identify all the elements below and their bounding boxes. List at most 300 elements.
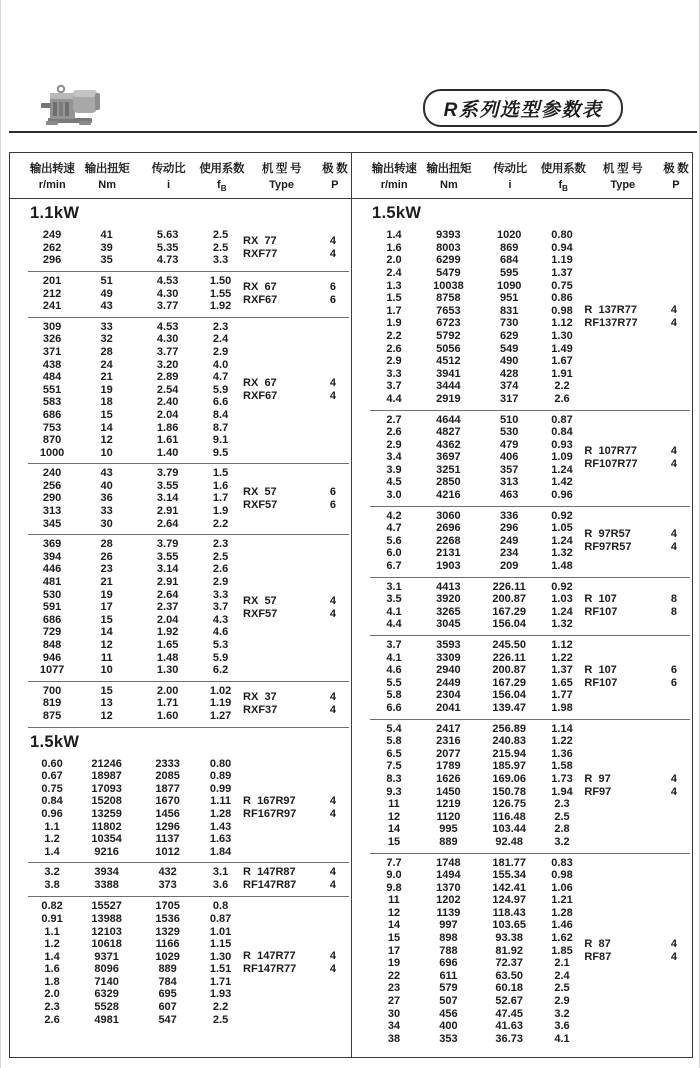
value-cell: 4216 (436, 489, 461, 502)
type-label: RX 67 (243, 280, 277, 293)
value-cell: 6299 (436, 254, 461, 267)
value-cell: 28 (100, 345, 113, 358)
value-cell: 2333 (155, 757, 180, 770)
type-label: RXF77 (243, 248, 278, 261)
value-cell: 1.28 (551, 906, 573, 919)
value-cell: 2131 (436, 547, 461, 560)
value-cell: 9216 (94, 845, 119, 858)
poles-cell (317, 486, 349, 512)
value-cell: 5.6 (386, 534, 402, 547)
parameter-block (28, 226, 349, 271)
value-cell: 10618 (91, 938, 122, 951)
value-cell: 2696 (436, 522, 461, 535)
value-cell: 2.00 (156, 684, 179, 697)
value-cell: 2.4 (554, 969, 570, 982)
value-cell: 24 (100, 358, 113, 371)
value-cell: 1.21 (551, 894, 573, 907)
parameter-block (370, 719, 690, 853)
value-cell: 579 (439, 982, 458, 995)
type-cell (584, 528, 658, 554)
value-cell: 2919 (436, 392, 461, 405)
value-cell: 583 (42, 396, 62, 409)
value-cell: 2.04 (156, 408, 179, 421)
value-cell: 1.9 (386, 317, 402, 330)
col-poles-label: 极 数 (663, 163, 689, 175)
value-cell: 357 (500, 463, 519, 476)
value-cell: 40 (100, 479, 113, 492)
value-cell: 1.1 (44, 820, 60, 833)
value-cell: 1.94 (551, 785, 573, 798)
value-cell: 479 (500, 438, 519, 451)
value-cell: 1.92 (209, 300, 232, 313)
col-factor-label: 使用系数 (199, 163, 245, 175)
value-cell: 1.85 (551, 944, 573, 957)
value-cell: 4.3 (212, 613, 229, 626)
value-cell: 1.58 (551, 760, 573, 773)
value-cell: 686 (42, 408, 62, 421)
type-cell (584, 664, 658, 690)
value-cell: 4644 (436, 413, 461, 426)
value-cell: 4.1 (554, 1032, 570, 1045)
value-cell: 611 (439, 969, 458, 982)
value-cell: 17 (100, 601, 113, 614)
type-label: R 87 (584, 937, 611, 950)
value-cell: 9393 (436, 229, 461, 242)
value-cell: 1.42 (551, 476, 573, 489)
type-label: R 147R87 (243, 866, 296, 879)
page-title-badge (423, 89, 623, 127)
value-cell: 700 (42, 684, 62, 697)
value-cell: 185.97 (492, 760, 527, 773)
value-cell: 869 (500, 241, 519, 254)
poles-value: 4 (329, 879, 336, 892)
value-cell: 3934 (94, 866, 119, 879)
col-factor-unit: $f_B$ (558, 179, 568, 194)
value-cell: 0.60 (41, 757, 63, 770)
value-cell: 10354 (91, 833, 122, 846)
value-cell: 156.04 (492, 618, 527, 631)
value-cell: 51 (100, 274, 113, 287)
value-cell: 1.32 (551, 618, 573, 631)
value-cell: 3309 (436, 651, 461, 664)
col-ratio-label: 传动比 (151, 163, 186, 175)
col-torque-label: 输出扭矩 (84, 163, 130, 175)
value-cell: 1029 (155, 950, 180, 963)
value-cell: 5.8 (386, 689, 402, 702)
value-cell: 3.2 (554, 835, 570, 848)
value-cell: 103.65 (492, 919, 527, 932)
value-cell: 93.38 (495, 932, 523, 945)
value-cell: 1.46 (551, 919, 573, 932)
value-cell: 12 (100, 639, 113, 651)
value-cell: 1.12 (551, 317, 573, 330)
type-cell (584, 938, 658, 964)
value-cell: 870 (42, 434, 62, 447)
value-cell: 1.2 (44, 938, 60, 951)
value-cell: 951 (500, 292, 519, 305)
value-cell: 11802 (91, 820, 122, 833)
value-cell: 2.8 (554, 823, 570, 836)
value-cell: 6.6 (386, 701, 402, 714)
value-cell: 326 (42, 333, 62, 346)
value-cell: 9371 (94, 950, 119, 963)
poles-value: 4 (329, 807, 336, 820)
value-cell: 116.48 (492, 810, 526, 823)
poles-value: 4 (670, 772, 678, 785)
value-cell: 995 (439, 823, 458, 836)
parameter-block (28, 862, 349, 896)
value-cell: 530 (42, 588, 62, 601)
value-cell: 2.3 (212, 538, 229, 551)
value-cell: 374 (500, 380, 519, 393)
value-cell: 8096 (94, 963, 119, 976)
value-cell: 1.43 (209, 820, 232, 833)
poles-value: 4 (329, 963, 336, 976)
gearmotor-photo (39, 80, 107, 128)
value-cell: 1.19 (209, 697, 232, 710)
value-cell: 1.77 (551, 689, 573, 702)
poles-value: 6 (329, 485, 336, 498)
value-cell: 2.6 (386, 342, 402, 355)
power-section-label: 1.5kW (28, 727, 349, 755)
value-cell: 1.09 (551, 451, 573, 464)
value-cell: 9.1 (212, 434, 229, 447)
value-cell: 3.7 (386, 380, 402, 393)
poles-value: 6 (670, 663, 678, 676)
value-cell: 3265 (436, 605, 461, 618)
value-cell: 241 (42, 300, 62, 313)
parameter-block (28, 896, 349, 1030)
value-cell: 3941 (436, 367, 461, 380)
value-cell: 373 (158, 879, 177, 892)
value-cell: 2.9 (386, 438, 402, 451)
value-cell: 3444 (436, 380, 461, 393)
value-cell: 19 (387, 957, 401, 970)
type-cell (243, 595, 317, 621)
poles-cell (317, 866, 349, 892)
value-cell: 1.6 (386, 241, 402, 254)
value-cell: 1.7 (386, 304, 402, 317)
value-cell: 1.22 (551, 735, 573, 748)
value-cell: 0.67 (41, 770, 63, 783)
type-label: R 97 (584, 772, 611, 785)
value-cell: 2.0 (386, 254, 402, 267)
value-cell: 5.63 (156, 229, 179, 242)
selection-table (9, 152, 693, 1058)
value-cell: 13988 (91, 912, 122, 925)
value-cell: 1.5 (386, 292, 402, 305)
poles-value: 4 (670, 950, 678, 963)
value-cell: 10 (100, 664, 113, 677)
value-cell: 10 (100, 446, 113, 459)
value-cell: 27 (387, 995, 401, 1008)
value-cell: 4.4 (386, 618, 402, 631)
value-cell: 2.89 (156, 371, 179, 384)
value-cell: 38 (387, 1032, 401, 1045)
col-poles-unit: P (672, 179, 680, 191)
value-cell: 23 (100, 563, 113, 576)
value-cell: 1.2 (44, 833, 60, 846)
value-cell: 1626 (436, 772, 461, 785)
value-cell: 1296 (155, 820, 180, 833)
value-cell: 15 (100, 684, 113, 697)
value-cell: 21246 (91, 757, 122, 770)
type-cell (243, 691, 317, 717)
value-cell: 3.14 (156, 563, 179, 576)
value-cell: 15 (387, 835, 401, 848)
value-cell: 2077 (436, 747, 461, 760)
value-cell: 3.6 (554, 1020, 570, 1033)
value-cell: 481 (42, 576, 62, 589)
value-cell: 1.98 (551, 701, 573, 714)
value-cell: 1456 (155, 807, 180, 820)
type-label: RX 37 (243, 690, 277, 703)
value-cell: 819 (42, 697, 62, 710)
value-cell: 2.91 (156, 505, 179, 518)
table-body-right (352, 199, 692, 1057)
value-cell: 4.2 (386, 509, 402, 522)
value-cell: 2.2 (554, 380, 570, 393)
value-cell: 4.6 (386, 664, 402, 677)
value-cell: 22 (387, 969, 401, 982)
value-cell: 18 (100, 396, 113, 409)
col-type-label: 机 型 号 (261, 163, 302, 175)
type-label: R 97R57 (584, 528, 631, 541)
value-cell: 1.27 (209, 709, 232, 722)
poles-value: 4 (670, 444, 678, 457)
value-cell: 0.93 (551, 438, 573, 451)
value-cell: 889 (158, 963, 177, 976)
value-cell: 33 (100, 320, 113, 333)
type-cell (243, 235, 317, 261)
value-cell: 256.89 (492, 722, 527, 735)
value-cell: 6.6 (212, 396, 229, 409)
value-cell: 1.71 (156, 697, 179, 710)
value-cell: 3.2 (44, 866, 60, 879)
type-label: RF147R77 (243, 963, 297, 976)
value-cell: 2.2 (212, 517, 229, 530)
poles-value: 4 (329, 390, 336, 403)
value-cell: 41.63 (495, 1020, 523, 1033)
value-cell: 8.3 (386, 772, 402, 785)
value-cell: 9.3 (386, 785, 402, 798)
value-cell: 695 (158, 988, 177, 1001)
value-cell: 34 (387, 1020, 401, 1033)
value-cell: 1120 (436, 810, 461, 823)
value-cell: 1329 (155, 925, 180, 938)
col-poles-unit: P (331, 179, 339, 191)
value-cell: 1.92 (156, 626, 179, 639)
type-label: RXF67 (243, 293, 278, 306)
poles-cell (317, 235, 349, 261)
value-cell: 4.53 (156, 320, 179, 333)
type-label: RF107R77 (584, 457, 638, 470)
value-cell: 3388 (94, 879, 119, 892)
value-cell: 92.48 (495, 835, 523, 848)
value-cell: 3.5 (386, 593, 402, 606)
poles-value: 4 (329, 377, 336, 390)
value-cell: 103.44 (492, 823, 527, 836)
type-label: RXF57 (243, 607, 278, 620)
value-cell: 1077 (39, 664, 65, 677)
value-cell: 3.4 (386, 451, 402, 464)
parameter-block (370, 226, 690, 409)
type-label: RX 57 (243, 485, 277, 498)
value-cell: 345 (42, 517, 62, 530)
type-label: R 147R77 (243, 950, 296, 963)
value-cell: 1.11 (210, 795, 231, 808)
value-cell: 629 (500, 329, 519, 342)
parameter-block (370, 506, 690, 577)
value-cell: 1.5 (212, 467, 229, 480)
value-cell: 5.9 (212, 651, 229, 664)
value-cell: 169.06 (492, 772, 527, 785)
value-cell: 11 (100, 651, 113, 664)
parameter-block (28, 317, 349, 464)
value-cell: 15 (100, 408, 113, 421)
value-cell: 12103 (91, 925, 122, 938)
value-cell: 2.5 (554, 810, 570, 823)
poles-cell (658, 593, 690, 619)
value-cell: 5.5 (386, 676, 402, 689)
value-cell: 3.79 (156, 467, 179, 480)
value-cell: 5792 (436, 329, 461, 342)
parameter-block (370, 853, 690, 1050)
poles-value: 4 (329, 690, 336, 703)
value-cell: 317 (500, 392, 519, 405)
type-label: R 167R97 (243, 794, 296, 807)
value-cell: 8003 (436, 241, 461, 254)
value-cell: 47.45 (495, 1007, 523, 1020)
type-label: R 107 (584, 663, 617, 676)
value-cell: 124.97 (492, 894, 527, 907)
value-cell: 1012 (155, 845, 180, 858)
value-cell: 3.79 (156, 538, 179, 551)
value-cell: 11 (388, 798, 400, 811)
value-cell: 1.40 (156, 446, 179, 459)
value-cell: 1903 (436, 560, 461, 573)
value-cell: 9.5 (212, 446, 229, 459)
value-cell: 240.83 (492, 735, 527, 748)
value-cell: 226.11 (492, 580, 526, 593)
value-cell: 1.7 (212, 492, 229, 505)
type-label: RXF57 (243, 498, 278, 511)
value-cell: 2850 (436, 476, 461, 489)
value-cell: 2316 (436, 735, 461, 748)
value-cell: 0.92 (551, 580, 573, 593)
value-cell: 6.5 (386, 747, 402, 760)
value-cell: 6329 (94, 988, 119, 1001)
col-type-unit: Type (269, 179, 294, 191)
value-cell: 1.12 (551, 639, 573, 651)
poles-value: 4 (329, 703, 336, 716)
value-cell: 1789 (436, 760, 461, 773)
value-cell: 0.80 (551, 229, 573, 242)
value-cell: 0.96 (551, 489, 573, 502)
value-cell: 1.37 (551, 664, 573, 677)
value-cell: 369 (42, 538, 62, 551)
value-cell: 35 (100, 254, 113, 267)
value-cell: 353 (439, 1032, 458, 1045)
value-cell: 3.55 (156, 479, 179, 492)
value-cell: 21 (100, 576, 113, 589)
value-cell: 167.29 (492, 605, 527, 618)
value-cell: 0.91 (41, 912, 63, 925)
value-cell: 5.9 (212, 383, 229, 396)
poles-value: 4 (329, 607, 336, 620)
value-cell: 43 (100, 467, 113, 480)
value-cell: 4.73 (156, 254, 179, 267)
value-cell: 997 (439, 919, 458, 932)
value-cell: 19 (100, 588, 113, 601)
value-cell: 36.73 (495, 1032, 523, 1045)
value-cell: 456 (439, 1007, 458, 1020)
type-label: RXF67 (243, 390, 278, 403)
poles-cell (658, 664, 690, 690)
poles-cell (658, 938, 690, 964)
value-cell: 256 (42, 479, 62, 492)
poles-value: 4 (329, 794, 336, 807)
value-cell: 4512 (436, 355, 461, 368)
value-cell: 200.87 (492, 593, 527, 606)
col-torque-unit: Nm (98, 179, 116, 191)
value-cell: 3060 (436, 509, 461, 522)
value-cell: 81.92 (495, 944, 523, 957)
value-cell: 889 (439, 835, 458, 848)
value-cell: 696 (439, 957, 458, 970)
value-cell: 371 (42, 345, 62, 358)
value-cell: 6.0 (386, 547, 402, 560)
value-cell: 1.86 (156, 421, 179, 434)
column-header-right (352, 153, 692, 199)
poles-cell (658, 773, 690, 799)
value-cell: 15527 (91, 900, 122, 913)
type-cell (584, 445, 658, 471)
poles-value: 4 (670, 304, 678, 317)
value-cell: 156.04 (492, 689, 527, 702)
poles-cell (658, 304, 690, 330)
value-cell: 234 (500, 547, 519, 560)
value-cell: 2.04 (156, 613, 179, 626)
value-cell: 4.6 (212, 626, 229, 639)
value-cell: 1137 (155, 833, 180, 846)
value-cell: 463 (500, 489, 519, 502)
value-cell: 2.64 (156, 588, 179, 601)
value-cell: 1219 (436, 798, 461, 811)
value-cell: 1.15 (209, 938, 232, 951)
type-cell (243, 486, 317, 512)
value-cell: 2.3 (212, 320, 229, 333)
table-left-half (10, 153, 351, 1057)
power-section-label: 1.5kW (372, 204, 422, 223)
type-label: RF97R57 (584, 541, 632, 554)
value-cell: 13259 (91, 807, 122, 820)
value-cell: 484 (42, 371, 62, 384)
poles-value: 4 (329, 248, 336, 261)
poles-value: 4 (670, 457, 678, 470)
table-right-half (351, 153, 692, 1057)
value-cell: 1.65 (156, 639, 179, 651)
poles-cell (317, 950, 349, 976)
value-cell: 2304 (436, 689, 461, 702)
value-cell: 946 (42, 651, 62, 664)
parameter-block (370, 635, 690, 719)
value-cell: 60.18 (495, 982, 523, 995)
value-cell: 7.5 (386, 760, 402, 773)
value-cell: 41 (100, 229, 113, 242)
value-cell: 3697 (436, 451, 461, 464)
value-cell: 63.50 (495, 969, 523, 982)
